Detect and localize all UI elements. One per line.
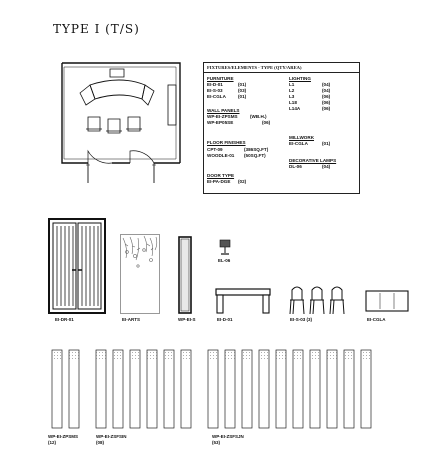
lighting-item-4: L18 — [289, 100, 297, 105]
lighting-item-1: L1 — [289, 82, 295, 87]
furniture-qty-2: (03) — [238, 88, 247, 93]
panel-group-3-code: WP-EI-ZSFSJN — [212, 434, 244, 439]
panel-group-2-qty: (08) — [96, 440, 105, 445]
furniture-item-1: EI-D-01 — [207, 82, 223, 87]
artwork-drawing — [120, 234, 160, 314]
lighting-qty-4: (06) — [322, 100, 331, 105]
floor-finish-item-1: CPT-09 — [207, 147, 223, 152]
wall-panels-heading: WALL PANELS — [207, 108, 240, 113]
door-elevation — [48, 218, 106, 314]
lighting-qty-2: (04) — [322, 88, 331, 93]
mirror-drawing — [178, 236, 192, 314]
chairs-label: EI-S-03 (3) — [290, 317, 313, 322]
floor-finish-item-2: WOODLE-01 — [207, 153, 235, 158]
artwork-label: EI-ARTS — [122, 317, 140, 322]
furniture-qty-1: (01) — [238, 82, 247, 87]
lighting-item-2: L2 — [289, 88, 295, 93]
door-label: EI-DR-01 — [55, 317, 74, 322]
wall-panels-drawing — [50, 348, 390, 430]
door-type-heading: DOOR TYPE — [207, 173, 235, 178]
panel-group-1-qty: (12) — [48, 440, 57, 445]
mirror-elevation — [178, 236, 192, 314]
legend-table — [203, 62, 360, 194]
furniture-item-3: EI-CGLA — [207, 94, 226, 99]
floor-plan-drawing — [50, 55, 190, 185]
chairs-drawing — [288, 284, 350, 316]
floor-finish-qty-1: (386SQ.FT) — [244, 147, 269, 152]
furniture-qty-3: (01) — [238, 94, 247, 99]
wall-panel-item-1: WP-EI-ZPSMS — [207, 114, 238, 119]
lamp-drawing — [218, 238, 232, 256]
artwork-elevation — [120, 234, 160, 314]
door-type-qty-1: (02) — [238, 179, 247, 184]
millwork-item-1: EI-CGLA — [289, 141, 308, 146]
wall-panels-row — [50, 348, 390, 430]
lamp-label: EL-06 — [218, 258, 231, 263]
decorative-lamps-qty-1: (04) — [322, 164, 331, 169]
lighting-item-5: L14A — [289, 106, 301, 111]
panel-group-3-qty: (53) — [212, 440, 221, 445]
millwork-heading: MILLWORK — [289, 135, 315, 140]
floor-finishes-heading: FLOOR FINISHES — [207, 140, 246, 145]
credenza-drawing — [365, 290, 409, 314]
decorative-lamps-item-1: DL-06 — [289, 164, 302, 169]
wall-panel-item-2: WP-EP05SE — [207, 120, 234, 125]
lighting-qty-1: (04) — [322, 82, 331, 87]
panel-group-2-code: WP-EI-ZSFSIN — [96, 434, 127, 439]
chairs-elevation — [288, 284, 350, 316]
credenza-elevation — [365, 290, 409, 314]
desk-elevation — [215, 288, 271, 316]
lighting-qty-3: (06) — [322, 94, 331, 99]
lighting-qty-5: (06) — [322, 106, 331, 111]
legend-header: FIXTURES/ELEMENTS - TYPE (QTY/AREA) — [204, 63, 359, 73]
credenza-label: EI-CGLA — [367, 317, 386, 322]
door-drawing — [48, 218, 106, 314]
decorative-lamps-heading: DECORATIVE LAMPS — [289, 158, 337, 163]
floor-plan — [50, 55, 190, 185]
mirror-label: WP-EI-S — [178, 317, 196, 322]
desk-label: EI-D-01 — [217, 317, 233, 322]
lamp-elevation — [218, 238, 232, 256]
wall-panel-qty-1: (WB.H.) — [250, 114, 267, 119]
furniture-item-2: EI-S-03 — [207, 88, 223, 93]
floor-finish-qty-2: (50SQ.FT) — [244, 153, 266, 158]
millwork-qty-1: (01) — [322, 141, 331, 146]
door-type-item-1: EI-PA-DGE — [207, 179, 231, 184]
page-title: TYPE I (T/S) — [53, 22, 140, 36]
furniture-heading: FURNITURE — [207, 76, 234, 81]
lighting-item-3: L3 — [289, 94, 295, 99]
wall-panel-qty-2: (06) — [262, 120, 271, 125]
panel-group-1-code: WP-EI-ZPSMS — [48, 434, 78, 439]
lighting-heading: LIGHTING — [289, 76, 311, 81]
desk-drawing — [215, 288, 271, 316]
